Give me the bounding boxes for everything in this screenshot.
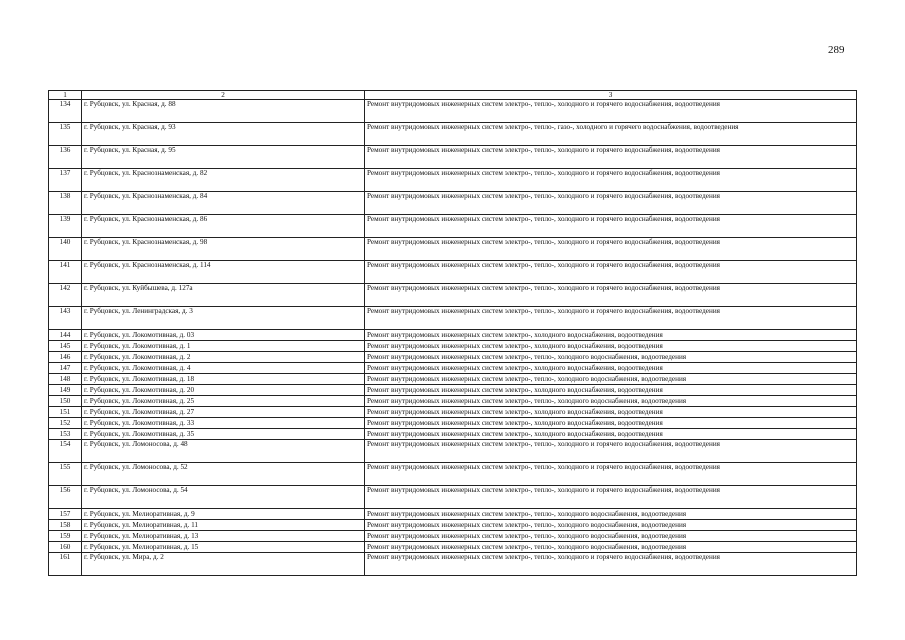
row-work-description: Ремонт внутридомовых инженерных систем электро-, холодного водоснабжения, водоотведения [365, 330, 857, 341]
table-row [49, 363, 857, 374]
row-work-description: Ремонт внутридомовых инженерных систем электро-, холодного водоснабжения, водоотведения [365, 341, 857, 352]
row-address: г. Рубцовск, ул. Красная, д. 88 [82, 100, 365, 123]
table-row [49, 440, 857, 463]
row-work-description: Ремонт внутридомовых инженерных систем электро-, холодного водоснабжения, водоотведения [365, 429, 857, 440]
row-work-description: Ремонт внутридомовых инженерных систем электро-, тепло-, холодного и горячего водоснабжения, водоотведения [365, 215, 857, 238]
row-address: г. Рубцовск, ул. Краснознаменская, д. 84 [82, 192, 365, 215]
row-address: г. Рубцовск, ул. Локомотивная, д. 25 [82, 396, 365, 407]
row-work-description: Ремонт внутридомовых инженерных систем электро-, тепло-, холодного и горячего водоснабжения, водоотведения [365, 307, 857, 330]
row-work-description: Ремонт внутридомовых инженерных систем электро-, тепло-, холодного и горячего водоснабжения, водоотведения [365, 169, 857, 192]
table-row [49, 352, 857, 363]
table-row [49, 284, 857, 307]
table-row [49, 330, 857, 341]
table-row [49, 123, 857, 146]
row-work-description: Ремонт внутридомовых инженерных систем электро-, тепло-, холодного водоснабжения, водоотведения [365, 531, 857, 542]
row-number: 161 [49, 553, 82, 576]
row-work-description: Ремонт внутридомовых инженерных систем электро-, тепло-, холодного и горячего водоснабжения, водоотведения [365, 463, 857, 486]
row-address: г. Рубцовск, ул. Ломоносова, д. 54 [82, 486, 365, 509]
table-header [49, 91, 857, 100]
row-work-description: Ремонт внутридомовых инженерных систем электро-, тепло-, холодного водоснабжения, водоотведения [365, 542, 857, 553]
row-number: 144 [49, 330, 82, 341]
row-work-description: Ремонт внутридомовых инженерных систем электро-, тепло-, холодного и горячего водоснабжения, водоотведения [365, 192, 857, 215]
table-row [49, 418, 857, 429]
row-number: 147 [49, 363, 82, 374]
row-number: 139 [49, 215, 82, 238]
row-address: г. Рубцовск, ул. Локомотивная, д. 33 [82, 418, 365, 429]
table-row [49, 341, 857, 352]
row-number: 140 [49, 238, 82, 261]
table-row [49, 509, 857, 520]
page-number: 289 [828, 44, 845, 56]
row-address: г. Рубцовск, ул. Локомотивная, д. 18 [82, 374, 365, 385]
row-address: г. Рубцовск, ул. Локомотивная, д. 4 [82, 363, 365, 374]
table-row [49, 542, 857, 553]
row-address: г. Рубцовск, ул. Ленинградская, д. 3 [82, 307, 365, 330]
row-number: 137 [49, 169, 82, 192]
row-work-description: Ремонт внутридомовых инженерных систем электро-, тепло-, холодного и горячего водоснабжения, водоотведения [365, 284, 857, 307]
registry-table [48, 90, 857, 576]
row-address: г. Рубцовск, ул. Мелиоративная, д. 9 [82, 509, 365, 520]
row-address: г. Рубцовск, ул. Локомотивная, д. 1 [82, 341, 365, 352]
table-row [49, 100, 857, 123]
table-row [49, 486, 857, 509]
row-work-description: Ремонт внутридомовых инженерных систем электро-, тепло-, холодного водоснабжения, водоотведения [365, 509, 857, 520]
table-row [49, 531, 857, 542]
row-work-description: Ремонт внутридомовых инженерных систем электро-, тепло-, холодного водоснабжения, водоотведения [365, 520, 857, 531]
row-number: 149 [49, 385, 82, 396]
table-row [49, 463, 857, 486]
row-number: 141 [49, 261, 82, 284]
row-work-description: Ремонт внутридомовых инженерных систем электро-, тепло-, холодного водоснабжения, водоотведения [365, 352, 857, 363]
row-address: г. Рубцовск, ул. Краснознаменская, д. 98 [82, 238, 365, 261]
row-address: г. Рубцовск, ул. Локомотивная, д. 27 [82, 407, 365, 418]
table-row [49, 169, 857, 192]
row-address: г. Рубцовск, ул. Ломоносова, д. 48 [82, 440, 365, 463]
row-number: 156 [49, 486, 82, 509]
row-address: г. Рубцовск, ул. Мелиоративная, д. 15 [82, 542, 365, 553]
row-address: г. Рубцовск, ул. Локомотивная, д. 20 [82, 385, 365, 396]
row-work-description: Ремонт внутридомовых инженерных систем электро-, тепло-, холодного водоснабжения, водоотведения [365, 396, 857, 407]
row-number: 143 [49, 307, 82, 330]
row-work-description: Ремонт внутридомовых инженерных систем электро-, холодного водоснабжения, водоотведения [365, 363, 857, 374]
row-work-description: Ремонт внутридомовых инженерных систем электро-, холодного водоснабжения, водоотведения [365, 418, 857, 429]
row-number: 154 [49, 440, 82, 463]
table-row [49, 146, 857, 169]
row-number: 152 [49, 418, 82, 429]
table-row [49, 374, 857, 385]
row-work-description: Ремонт внутридомовых инженерных систем электро-, холодного водоснабжения, водоотведения [365, 385, 857, 396]
table-row [49, 396, 857, 407]
row-number: 158 [49, 520, 82, 531]
row-address: г. Рубцовск, ул. Ломоносова, д. 52 [82, 463, 365, 486]
row-address: г. Рубцовск, ул. Мира, д. 2 [82, 553, 365, 576]
row-address: г. Рубцовск, ул. Локомотивная, д. 03 [82, 330, 365, 341]
table-row [49, 238, 857, 261]
header-col-work: 3 [365, 91, 857, 100]
row-address: г. Рубцовск, ул. Локомотивная, д. 2 [82, 352, 365, 363]
row-number: 150 [49, 396, 82, 407]
header-col-number: 1 [49, 91, 82, 100]
table-row [49, 215, 857, 238]
table-body [49, 100, 857, 576]
row-address: г. Рубцовск, ул. Краснознаменская, д. 86 [82, 215, 365, 238]
row-number: 134 [49, 100, 82, 123]
row-number: 135 [49, 123, 82, 146]
row-number: 157 [49, 509, 82, 520]
table-row [49, 407, 857, 418]
row-number: 136 [49, 146, 82, 169]
row-work-description: Ремонт внутридомовых инженерных систем электро-, тепло-, холодного и горячего водоснабжения, водоотведения [365, 146, 857, 169]
row-work-description: Ремонт внутридомовых инженерных систем электро-, тепло-, холодного и горячего водоснабжения, водоотведения [365, 553, 857, 576]
row-work-description: Ремонт внутридомовых инженерных систем электро-, тепло-, холодного и горячего водоснабжения, водоотведения [365, 261, 857, 284]
row-work-description: Ремонт внутридомовых инженерных систем электро-, тепло-, холодного и горячего водоснабжения, водоотведения [365, 100, 857, 123]
row-number: 146 [49, 352, 82, 363]
header-row [49, 91, 857, 100]
row-address: г. Рубцовск, ул. Краснознаменская, д. 82 [82, 169, 365, 192]
table-row [49, 385, 857, 396]
row-number: 138 [49, 192, 82, 215]
header-col-address: 2 [82, 91, 365, 100]
row-work-description: Ремонт внутридомовых инженерных систем электро-, тепло-, газо-, холодного и горячего водоснабжения, водоотведения [365, 123, 857, 146]
row-number: 148 [49, 374, 82, 385]
table-row [49, 553, 857, 576]
row-address: г. Рубцовск, ул. Локомотивная, д. 35 [82, 429, 365, 440]
row-number: 160 [49, 542, 82, 553]
row-number: 145 [49, 341, 82, 352]
row-address: г. Рубцовск, ул. Мелиоративная, д. 13 [82, 531, 365, 542]
table-row [49, 429, 857, 440]
table-row [49, 261, 857, 284]
row-work-description: Ремонт внутридомовых инженерных систем электро-, тепло-, холодного водоснабжения, водоотведения [365, 374, 857, 385]
row-number: 142 [49, 284, 82, 307]
row-address: г. Рубцовск, ул. Красная, д. 93 [82, 123, 365, 146]
row-number: 155 [49, 463, 82, 486]
row-address: г. Рубцовск, ул. Мелиоративная, д. 11 [82, 520, 365, 531]
row-work-description: Ремонт внутридомовых инженерных систем электро-, тепло-, холодного и горячего водоснабжения, водоотведения [365, 486, 857, 509]
row-address: г. Рубцовск, ул. Куйбышева, д. 127а [82, 284, 365, 307]
row-work-description: Ремонт внутридомовых инженерных систем электро-, тепло-, холодного и горячего водоснабжения, водоотведения [365, 238, 857, 261]
row-number: 153 [49, 429, 82, 440]
table-row [49, 307, 857, 330]
row-number: 151 [49, 407, 82, 418]
table-row [49, 192, 857, 215]
row-address: г. Рубцовск, ул. Красная, д. 95 [82, 146, 365, 169]
row-address: г. Рубцовск, ул. Краснознаменская, д. 114 [82, 261, 365, 284]
table-row [49, 520, 857, 531]
row-number: 159 [49, 531, 82, 542]
row-work-description: Ремонт внутридомовых инженерных систем электро-, холодного водоснабжения, водоотведения [365, 407, 857, 418]
row-work-description: Ремонт внутридомовых инженерных систем электро-, тепло-, холодного и горячего водоснабжения, водоотведения [365, 440, 857, 463]
